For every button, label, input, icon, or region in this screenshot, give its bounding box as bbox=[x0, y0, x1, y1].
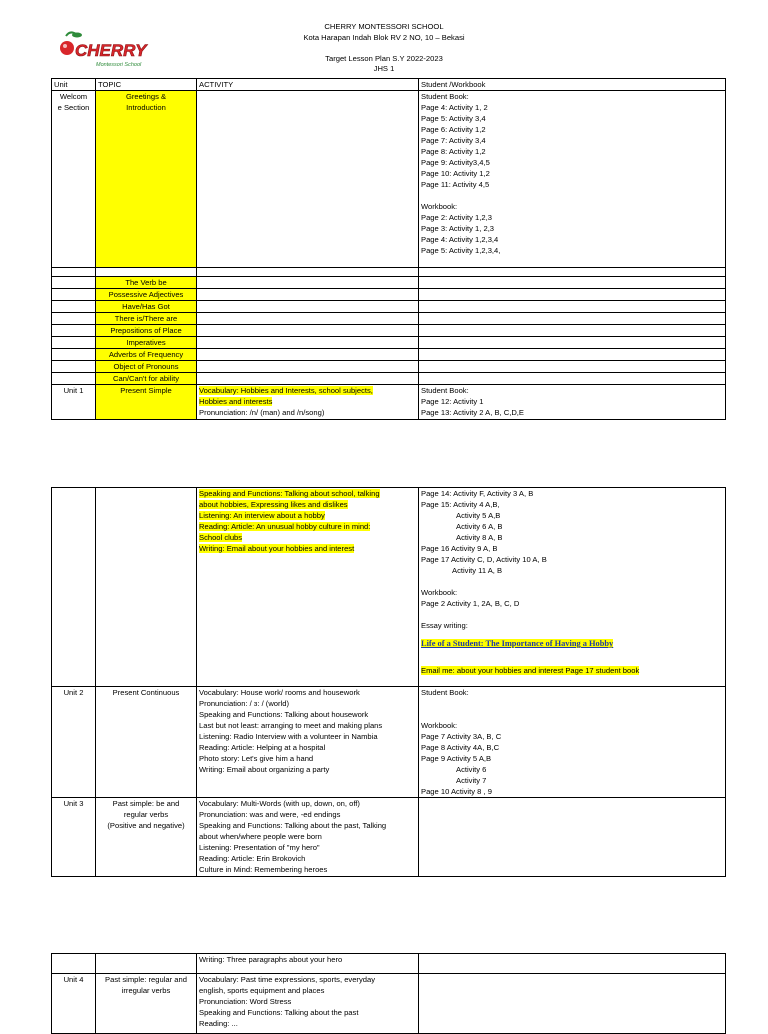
student-line: Page 8 Activity 4A, B,C bbox=[421, 743, 500, 752]
activity-cell bbox=[197, 385, 419, 420]
col-activity: ACTIVITY bbox=[197, 79, 419, 91]
student-line: Page 4: Activity 1, 2 bbox=[421, 103, 488, 112]
activity-line: about hobbies, Expressing likes and dislikes bbox=[199, 500, 348, 509]
activity-line: Writing: Email about your hobbies and interest bbox=[199, 544, 355, 553]
student-cell bbox=[419, 488, 726, 687]
grammar-topic: Can/Can't for ability bbox=[96, 373, 197, 385]
activity-line: Writing: Email about organizing a party bbox=[199, 765, 330, 774]
student-line: Page 15: Activity 4 A,B, bbox=[421, 500, 500, 509]
topic-label: Introduction bbox=[126, 103, 166, 112]
topic-label: (Positive and negative) bbox=[107, 821, 185, 830]
unit-cell: Unit 2 bbox=[52, 687, 96, 798]
student-line: Activity 8 A, B bbox=[456, 533, 503, 542]
grammar-topic: The Verb be bbox=[96, 277, 197, 289]
col-topic: TOPIC bbox=[96, 79, 197, 91]
student-line: Page 16 Activity 9 A, B bbox=[421, 544, 498, 553]
topic-cell: Present Simple bbox=[96, 385, 197, 420]
student-cell bbox=[419, 974, 726, 1034]
topic-cell bbox=[96, 974, 197, 1034]
unit-label: e Section bbox=[57, 103, 90, 112]
topic-cell bbox=[96, 798, 197, 877]
student-cell bbox=[419, 91, 726, 268]
student-line: Workbook: bbox=[421, 588, 458, 597]
lesson-plan-table-2 bbox=[51, 487, 726, 877]
lesson-plan-table-3 bbox=[51, 953, 726, 1034]
student-line: Student Book: bbox=[421, 688, 469, 697]
activity-line: School clubs bbox=[199, 533, 243, 542]
activity-cell bbox=[197, 974, 419, 1034]
activity-line: Pronunciation: / ɜ: / (world) bbox=[199, 699, 290, 708]
activity-line: Vocabulary: Hobbies and Interests, school subjects, bbox=[199, 386, 373, 395]
student-line: Page 2: Activity 1,2,3 bbox=[421, 213, 492, 222]
grade-label: JHS 1 bbox=[373, 64, 395, 73]
activity-cell bbox=[197, 798, 419, 877]
student-line: Page 5: Activity 1,2,3,4, bbox=[421, 246, 501, 255]
activity-line: Hobbies and interests bbox=[199, 397, 273, 406]
topic-cell: Present Continuous bbox=[96, 687, 197, 798]
student-line bbox=[421, 190, 723, 201]
student-line: Activity 7 bbox=[456, 776, 487, 785]
activity-line: Vocabulary: Multi-Words (with up, down, on, off) bbox=[199, 799, 360, 808]
activity-line: Pronunciation: /n/ (man) and /n/song) bbox=[199, 408, 325, 417]
school-address: Kota Harapan Indah Blok RV 2 NO, 10 – Bekasi bbox=[303, 32, 465, 42]
unit-cell: Unit 1 bbox=[52, 385, 96, 420]
grammar-row bbox=[52, 325, 726, 337]
unit-cell: Unit 3 bbox=[52, 798, 96, 877]
activity-cell: Writing: Three paragraphs about your hero bbox=[197, 954, 419, 974]
email-task: Email me: about your hobbies and interest Page 17 student book bbox=[421, 666, 640, 675]
student-line: Workbook: bbox=[421, 721, 458, 730]
grammar-topic: Prepositions of Place bbox=[96, 325, 197, 337]
activity-line: Vocabulary: Past time expressions, sports, everyday bbox=[199, 975, 376, 984]
student-line: Page 2 Activity 1, 2A, B, C, D bbox=[421, 599, 520, 608]
activity-line: Reading: ... bbox=[199, 1019, 238, 1028]
activity-line: Last but not least: arranging to meet and making plans bbox=[199, 721, 383, 730]
svg-text:Montessori School: Montessori School bbox=[96, 62, 142, 68]
topic-label: Greetings & bbox=[125, 92, 167, 101]
activity-line: Speaking and Functions: Talking about housework bbox=[199, 710, 369, 719]
unit3-continued-row bbox=[52, 954, 726, 974]
activity-line: Listening: Presentation of "my hero" bbox=[199, 843, 320, 852]
activity-line: english, sports equipment and places bbox=[199, 986, 325, 995]
activity-line: Photo story: Let's give him a hand bbox=[199, 754, 314, 763]
student-line: Activity 6 A, B bbox=[456, 522, 503, 531]
student-line: Page 5: Activity 3,4 bbox=[421, 114, 486, 123]
student-line: Page 13: Activity 2 A, B, C,D,E bbox=[421, 408, 524, 417]
student-line: Page 4: Activity 1,2,3,4 bbox=[421, 235, 499, 244]
activity-line: Pronunciation: was and were, -ed endings bbox=[199, 810, 341, 819]
essay-title: Life of a Student: The Importance of Having a Hobby bbox=[421, 639, 614, 648]
unit4-row bbox=[52, 974, 726, 1034]
grammar-row bbox=[52, 337, 726, 349]
grammar-row bbox=[52, 289, 726, 301]
unit1-continued-row bbox=[52, 488, 726, 687]
student-line: Essay writing: bbox=[421, 621, 468, 630]
student-line: Page 12: Activity 1 bbox=[421, 397, 484, 406]
grammar-row bbox=[52, 349, 726, 361]
activity-line: Reading: Article: An unusual hobby culture in mind: bbox=[199, 522, 371, 531]
activity-line: Culture in Mind: Remembering heroes bbox=[199, 865, 328, 874]
welcome-row bbox=[52, 91, 726, 268]
student-line bbox=[421, 576, 723, 587]
topic-label: regular verbs bbox=[123, 810, 169, 819]
student-line: Page 10 Activity 8 , 9 bbox=[421, 787, 492, 796]
student-line: Page 14: Activity F, Activity 3 A, B bbox=[421, 489, 534, 498]
student-line: Page 17 Activity C, D, Activity 10 A, B bbox=[421, 555, 547, 564]
student-line: Page 11: Activity 4,5 bbox=[421, 180, 490, 189]
activity-line: Reading: Article: Helping at a hospital bbox=[199, 743, 326, 752]
topic-label: irregular verbs bbox=[121, 986, 171, 995]
student-line: Student Book: bbox=[421, 92, 469, 101]
student-line: Page 10: Activity 1,2 bbox=[421, 169, 490, 178]
col-student-workbook: Student /Workbook bbox=[419, 79, 726, 91]
student-line: Page 8: Activity 1,2 bbox=[421, 147, 486, 156]
grammar-row bbox=[52, 301, 726, 313]
unit-cell bbox=[52, 488, 96, 687]
header-row bbox=[52, 79, 726, 91]
plan-title: Target Lesson Plan S.Y 2022-2023 bbox=[325, 53, 443, 63]
activity-line: Reading: Article: Erin Brokovich bbox=[199, 854, 306, 863]
col-unit: Unit bbox=[52, 79, 96, 91]
spacer-row bbox=[52, 268, 726, 277]
grammar-row bbox=[52, 277, 726, 289]
student-line: Activity 11 A, B bbox=[452, 566, 503, 575]
activity-line: about when/where people were born bbox=[199, 832, 322, 841]
student-line: Activity 6 bbox=[456, 765, 487, 774]
student-line: Page 3: Activity 1, 2,3 bbox=[421, 224, 495, 233]
unit3-row bbox=[52, 798, 726, 877]
student-line: Page 9: Activity3,4,5 bbox=[421, 158, 490, 167]
grammar-topic: Have/Has Got bbox=[96, 301, 197, 313]
grammar-topic: Possessive Adjectives bbox=[96, 289, 197, 301]
activity-line: Speaking and Functions: Talking about school, talking bbox=[199, 489, 380, 498]
activity-line: Pronunciation: Word Stress bbox=[199, 997, 292, 1006]
lesson-plan-table-1 bbox=[51, 78, 726, 420]
student-cell bbox=[419, 798, 726, 877]
student-line: Workbook: bbox=[421, 202, 458, 211]
activity-line: Speaking and Functions: Talking about the past, Talking bbox=[199, 821, 387, 830]
svg-text:CHERRY: CHERRY bbox=[75, 41, 147, 60]
unit2-row bbox=[52, 687, 726, 798]
student-line: Page 6: Activity 1,2 bbox=[421, 125, 486, 134]
document-header bbox=[0, 22, 768, 75]
student-cell bbox=[419, 687, 726, 798]
grammar-topic: Adverbs of Frequency bbox=[96, 349, 197, 361]
grammar-topic: Object of Pronouns bbox=[96, 361, 197, 373]
activity-cell bbox=[197, 91, 419, 268]
unit1-row bbox=[52, 385, 726, 420]
activity-line: Vocabulary: House work/ rooms and housework bbox=[199, 688, 360, 697]
student-line: Page 7 Activity 3A, B, C bbox=[421, 732, 502, 741]
unit-cell bbox=[52, 91, 96, 268]
activity-cell bbox=[197, 687, 419, 798]
student-line bbox=[421, 609, 723, 620]
student-line: Page 7: Activity 3,4 bbox=[421, 136, 486, 145]
student-cell bbox=[419, 385, 726, 420]
topic-label: Past simple: be and bbox=[112, 799, 180, 808]
grammar-row bbox=[52, 373, 726, 385]
activity-line: Speaking and Functions: Talking about the past bbox=[199, 1008, 359, 1017]
student-line: Page 9 Activity 5 A,B bbox=[421, 754, 492, 763]
activity-cell bbox=[197, 488, 419, 687]
unit-label: Welcom bbox=[59, 92, 88, 101]
activity-line: Listening: Radio Interview with a volunteer in Nambia bbox=[199, 732, 378, 741]
activity-line: Listening: An interview about a hobby bbox=[199, 511, 325, 520]
student-line: Student Book: bbox=[421, 386, 469, 395]
grammar-topic: Imperatives bbox=[96, 337, 197, 349]
school-name: CHERRY MONTESSORI SCHOOL bbox=[324, 22, 444, 31]
topic-cell bbox=[96, 488, 197, 687]
grammar-row bbox=[52, 361, 726, 373]
grammar-row bbox=[52, 313, 726, 325]
topic-cell bbox=[96, 91, 197, 268]
student-line: Activity 5 A,B bbox=[456, 511, 501, 520]
grammar-topic: There is/There are bbox=[96, 313, 197, 325]
unit-cell: Unit 4 bbox=[52, 974, 96, 1034]
topic-label: Past simple: regular and bbox=[105, 975, 187, 984]
